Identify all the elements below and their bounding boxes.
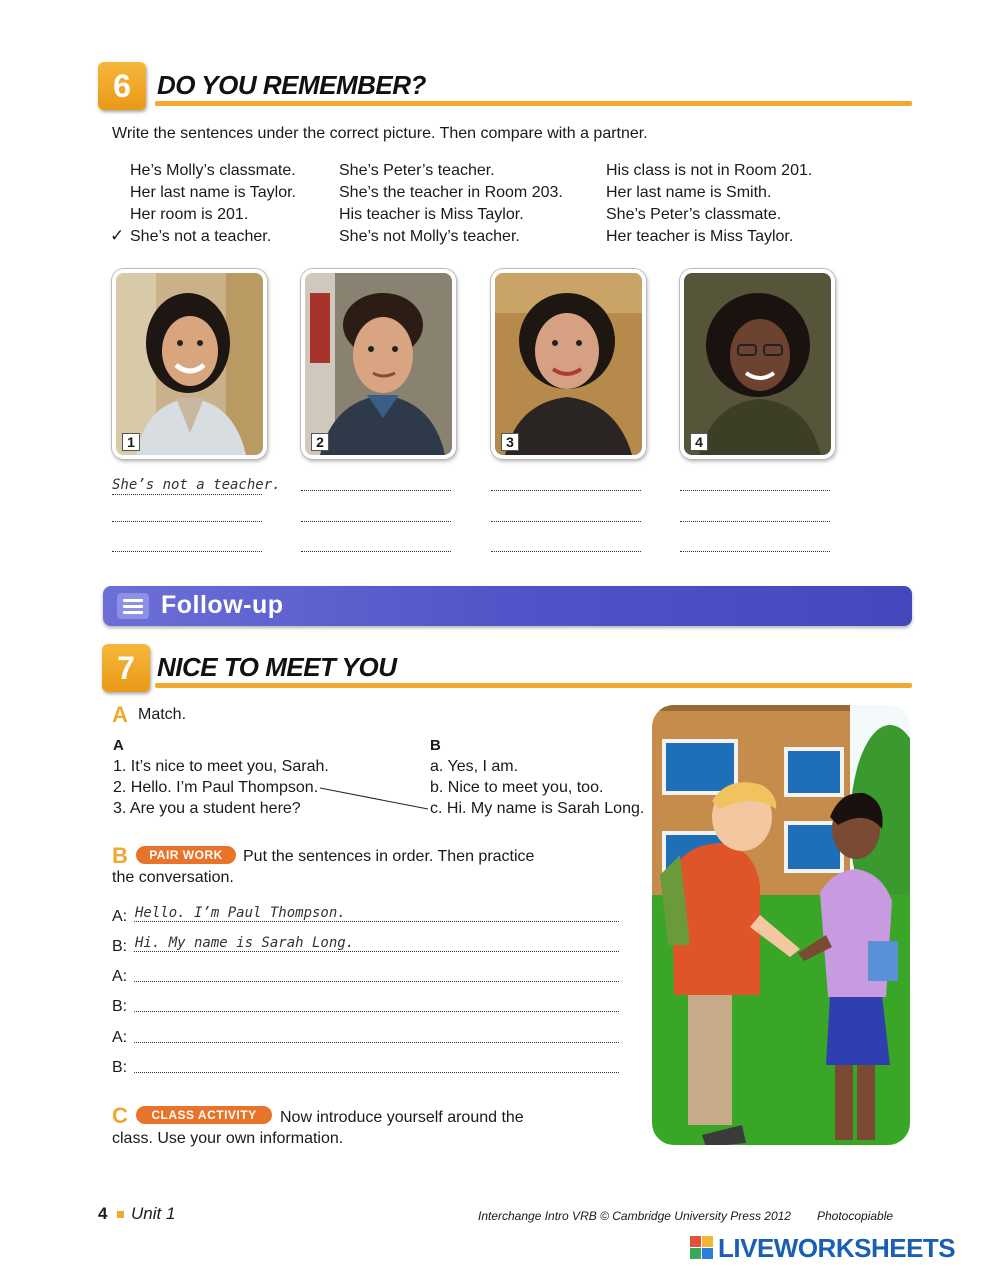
conversation-answer[interactable]: Hello. I’m Paul Thompson. <box>135 905 346 921</box>
sentence-item: His class is not in Room 201. <box>606 162 813 179</box>
sentence-item: He’s Molly’s classmate. <box>130 162 296 179</box>
answer-line[interactable] <box>491 521 641 522</box>
photo-4-woman-glasses <box>680 269 835 459</box>
speaker-label: A: <box>112 908 128 925</box>
answer-line[interactable] <box>680 521 830 522</box>
sentence-item: His teacher is Miss Taylor. <box>339 206 524 223</box>
column-b-header: B <box>430 737 441 754</box>
sentence-item: Her teacher is Miss Taylor. <box>606 228 794 245</box>
match-item-b[interactable]: c. Hi. My name is Sarah Long. <box>430 800 645 817</box>
answer-line[interactable] <box>112 521 262 522</box>
sentence-item: She’s Peter’s classmate. <box>606 206 782 223</box>
copyright-text: Interchange Intro VRB © Cambridge University Press 2012 <box>478 1209 791 1223</box>
liveworksheets-logo-icon <box>690 1236 714 1260</box>
page-number: 4 <box>98 1204 108 1223</box>
match-item-b[interactable]: b. Nice to meet you, too. <box>430 779 604 796</box>
part-b-instruction-1: Put the sentences in order. Then practice <box>243 848 535 865</box>
class-activity-badge: CLASS ACTIVITY <box>136 1106 272 1124</box>
speaker-label: B: <box>112 998 128 1015</box>
speaker-label: A: <box>112 1029 128 1046</box>
match-item-a[interactable]: 2. Hello. I’m Paul Thompson. <box>113 779 319 796</box>
conversation-line[interactable] <box>134 1072 619 1073</box>
answer-line[interactable] <box>301 521 451 522</box>
section-6-rule <box>155 101 912 106</box>
conversation-line[interactable] <box>134 981 619 982</box>
pair-work-badge: PAIR WORK <box>136 846 236 864</box>
conversation-line[interactable] <box>134 1042 619 1043</box>
sentence-column-1 <box>130 160 296 248</box>
students-handshake-illustration <box>650 705 912 1170</box>
part-c-instruction-1: Now introduce yourself around the <box>280 1109 524 1126</box>
section-6-title: DO YOU REMEMBER? <box>157 70 426 100</box>
answer-line[interactable] <box>112 551 262 552</box>
sentence-item: She’s not Molly’s teacher. <box>339 228 520 245</box>
match-column-a <box>113 756 329 819</box>
photo-2-young-man <box>301 269 456 459</box>
photo-1-young-woman <box>112 269 267 459</box>
photo-number: 4 <box>690 433 708 451</box>
liveworksheets-text: LIVEWORKSHEETS <box>718 1233 956 1263</box>
photo-1-answer-text[interactable]: She’s not a teacher. <box>112 477 281 493</box>
sentence-item: Her last name is Taylor. <box>130 184 296 201</box>
unit-label: Unit 1 <box>131 1204 176 1223</box>
footer-bullet <box>117 1211 124 1218</box>
conversation-line[interactable] <box>134 921 619 922</box>
part-c-letter: C <box>112 1103 128 1128</box>
followup-banner <box>103 586 912 626</box>
speaker-label: B: <box>112 1059 128 1076</box>
match-item-a[interactable]: 3. Are you a student here? <box>113 800 301 817</box>
sentence-item: She’s Peter’s teacher. <box>339 162 495 179</box>
match-item-b[interactable]: a. Yes, I am. <box>430 758 519 775</box>
part-b-letter: B <box>112 843 128 868</box>
answer-line[interactable] <box>680 551 830 552</box>
section-6-number-badge: 6 <box>98 62 146 110</box>
section-7-title: NICE TO MEET YOU <box>157 652 397 682</box>
answer-line[interactable] <box>301 551 451 552</box>
sentence-item: Her last name is Smith. <box>606 184 772 201</box>
photocopiable-label: Photocopiable <box>817 1209 894 1223</box>
column-a-header: A <box>113 737 124 754</box>
section-6-instruction: Write the sentences under the correct picture. Then compare with a partner. <box>112 125 648 142</box>
answer-line[interactable] <box>301 490 451 491</box>
check-mark-icon: ✓ <box>110 226 125 245</box>
part-a-letter: A <box>112 702 128 727</box>
photo-number: 3 <box>501 433 519 451</box>
photo-number: 1 <box>122 433 140 451</box>
sentence-item: Her room is 201. <box>130 206 249 223</box>
part-a-instruction: Match. <box>138 706 187 723</box>
part-c-instruction-2: class. Use your own information. <box>112 1130 344 1147</box>
speaker-label: B: <box>112 938 128 955</box>
photo-number: 2 <box>311 433 329 451</box>
conversation-line[interactable] <box>134 1011 619 1012</box>
followup-label: Follow-up <box>161 591 284 619</box>
sentence-item: She’s the teacher in Room 203. <box>339 184 563 201</box>
section-7-rule <box>155 683 912 688</box>
speaker-label: A: <box>112 968 128 985</box>
match-connector-line <box>318 780 433 820</box>
photo-3-older-woman <box>491 269 646 459</box>
part-b-instruction-2: the conversation. <box>112 869 234 886</box>
list-icon <box>117 593 149 619</box>
answer-line[interactable] <box>680 490 830 491</box>
answer-line[interactable] <box>112 494 262 495</box>
sentence-column-2 <box>339 160 563 248</box>
answer-line[interactable] <box>491 551 641 552</box>
conversation-line[interactable] <box>134 951 619 952</box>
answer-line[interactable] <box>491 490 641 491</box>
section-7-number-badge: 7 <box>102 644 150 692</box>
sentence-item: She’s not a teacher. <box>130 228 272 245</box>
conversation-answer[interactable]: Hi. My name is Sarah Long. <box>135 935 355 951</box>
sentence-column-3 <box>606 160 812 248</box>
match-column-b <box>430 756 644 819</box>
match-item-a[interactable]: 1. It’s nice to meet you, Sarah. <box>113 758 329 775</box>
